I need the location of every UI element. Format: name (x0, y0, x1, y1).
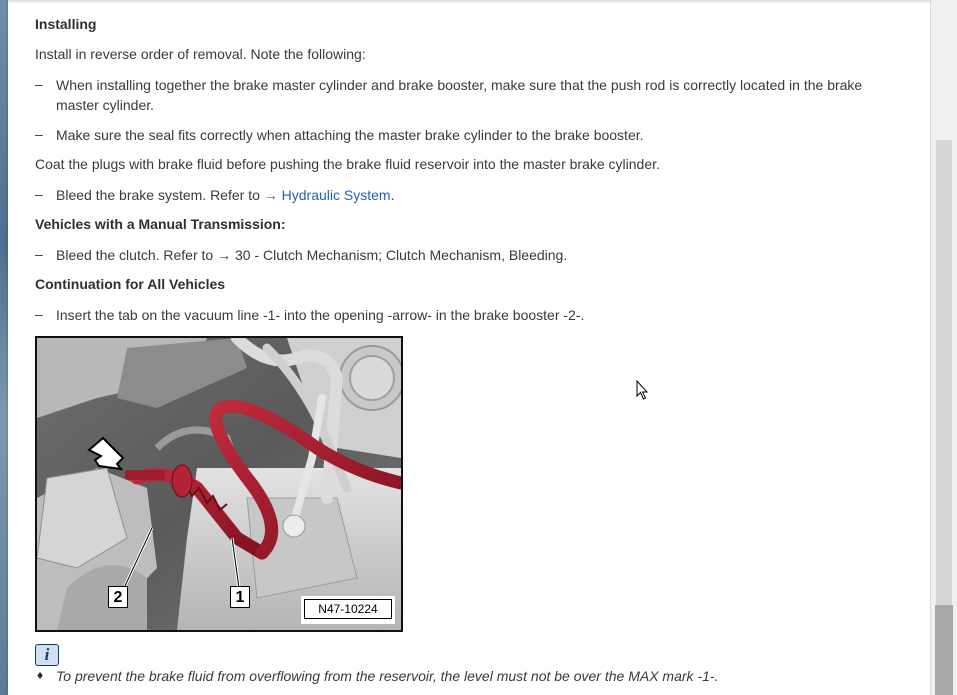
document-panel (8, 0, 930, 695)
list-dash: – (35, 306, 43, 322)
coat-text: Coat the plugs with brake fluid before pushing the brake fluid reservoir into the master brake cylinder. (35, 156, 660, 172)
manual-transmission-heading: Vehicles with a Manual Transmission: (35, 216, 286, 232)
list-item-bleed-brake (56, 185, 906, 205)
figure-ref: N47-10224 (304, 599, 392, 619)
desktop-background (0, 0, 8, 695)
list-item: When installing together the brake master cylinder and brake booster, make sure that the push rod is correctly located in the brake master cylinder. (56, 77, 863, 113)
info-icon: i (35, 644, 59, 666)
list-dash: – (35, 126, 43, 142)
list-dash: – (35, 246, 43, 262)
callout-label-1: 1 (230, 586, 250, 608)
scrollbar-track[interactable] (936, 140, 952, 610)
installing-heading: Installing (35, 16, 97, 32)
continuation-heading: Continuation for All Vehicles (35, 276, 226, 292)
list-dash: – (35, 186, 43, 202)
list-item: Make sure the seal fits correctly when attaching the master brake cylinder to the brake booster. (56, 127, 644, 143)
intro-text: Install in reverse order of removal. Note the following: (35, 46, 366, 62)
figure-ref-box (301, 596, 395, 624)
scrollbar-thumb[interactable] (935, 605, 953, 695)
mouse-pointer-icon (636, 380, 650, 402)
engine-bay-figure (35, 336, 403, 632)
list-dash: – (35, 76, 43, 92)
list-item: Insert the tab on the vacuum line -1- into the opening -arrow- in the brake booster -2-. (56, 307, 585, 323)
panel-top-shadow (8, 0, 930, 4)
bleed-brake-text: Bleed the brake system. Refer to (56, 187, 264, 203)
bleed-brake-suffix: . (390, 187, 395, 203)
engine-bay-illustration (37, 338, 401, 630)
list-item: Bleed the clutch. Refer to → 30 - Clutch Mechanism; Clutch Mechanism, Bleeding. (56, 247, 568, 263)
vertical-scrollbar[interactable] (930, 0, 957, 695)
hydraulic-system-link[interactable]: → Hydraulic System (263, 187, 391, 203)
note-text: To prevent the brake fluid from overflowing from the reservoir, the level must not be over the MAX mark -1-. (56, 668, 719, 684)
callout-label-2: 2 (108, 586, 128, 608)
note-bullet-icon: ♦ (37, 668, 44, 682)
